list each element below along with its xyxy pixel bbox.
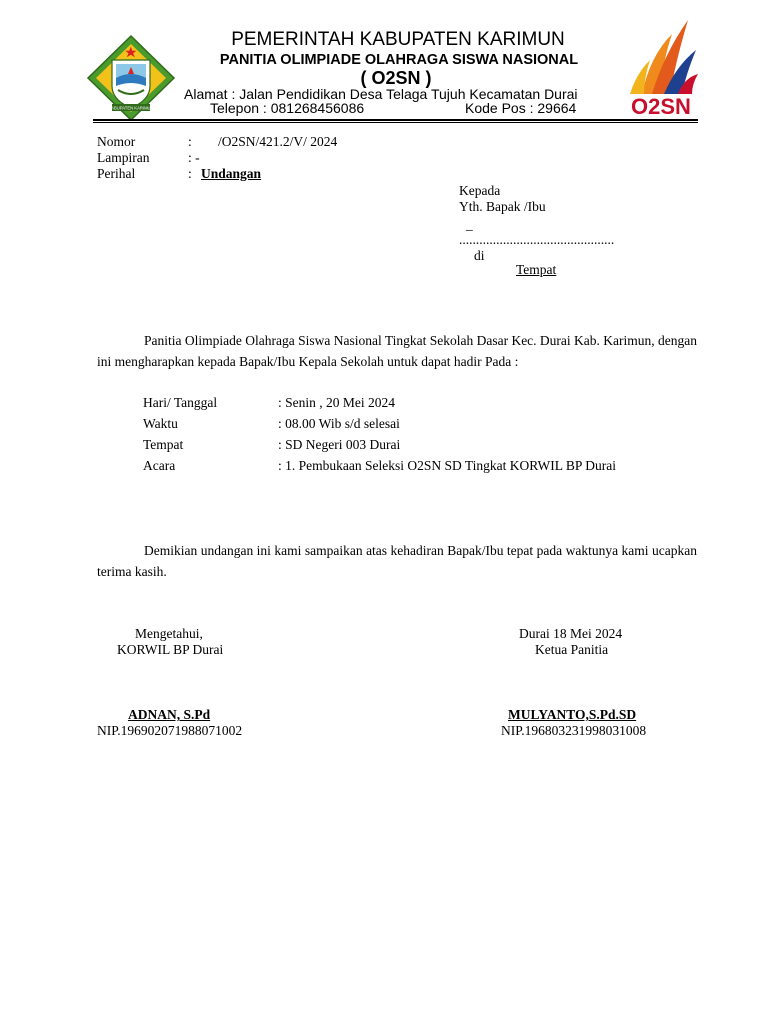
detail-value-place: : SD Negeri 003 Durai: [278, 437, 401, 452]
perihal-colon: :: [188, 166, 192, 181]
phone-number: Telepon : 081268456086: [210, 100, 365, 116]
recipient-place: Tempat: [516, 262, 557, 277]
right-signatory-nip: NIP.196803231998031008: [501, 723, 647, 738]
left-sign-line2: KORWIL BP Durai: [117, 642, 224, 657]
left-signatory-name: ADNAN, S.Pd: [128, 707, 211, 722]
right-sign-date: Durai 18 Mei 2024: [519, 626, 623, 641]
detail-value-date: : Senin , 20 Mei 2024: [278, 395, 395, 410]
right-signatory-name: MULYANTO,S.Pd.SD: [508, 707, 637, 722]
left-signatory-nip: NIP.196902071988071002: [97, 723, 243, 738]
committee-abbreviation: ( O2SN ): [360, 68, 432, 88]
recipient-dots: ..............................................: [459, 232, 615, 247]
o2sn-logo-text: O2SN: [631, 94, 691, 119]
emblem-label: KABUPATEN KARIMUN: [108, 105, 154, 111]
recipient-kepada: Kepada: [459, 183, 501, 198]
o2sn-logo-icon: [622, 16, 700, 120]
nomor-colon: :: [188, 134, 192, 149]
perihal-label: Perihal: [97, 166, 136, 181]
nomor-value: /O2SN/421.2/V/ 2024: [218, 134, 338, 149]
opening-paragraph: Panitia Olimpiade Olahraga Siswa Nasional Tingkat Sekolah Dasar Kec. Durai Kab. Karimun, dengan ini mengharapkan kepada Bapak/Ibu Kepala Sekolah untuk dapat hadir Pada :: [97, 333, 697, 369]
detail-label-place: Tempat: [143, 437, 184, 452]
recipient-di: di: [474, 248, 485, 263]
left-sign-line1: Mengetahui,: [135, 626, 203, 641]
kabupaten-karimun-emblem-icon: [86, 34, 176, 124]
recipient-blank: _: [466, 217, 473, 232]
postal-code: Kode Pos : 29664: [465, 100, 577, 116]
government-title: PEMERINTAH KABUPATEN KARIMUN: [231, 29, 565, 50]
closing-paragraph: Demikian undangan ini kami sampaikan atas kehadiran Bapak/Ibu tepat pada waktunya kami ucapkan terima kasih.: [97, 543, 697, 579]
detail-value-event: : 1. Pembukaan Seleksi O2SN SD Tingkat KORWIL BP Durai: [278, 458, 617, 473]
detail-value-time: : 08.00 Wib s/d selesai: [278, 416, 400, 431]
committee-title: PANITIA OLIMPIADE OLAHRAGA SISWA NASIONAL: [219, 52, 579, 68]
detail-label-time: Waktu: [143, 416, 178, 431]
nomor-label: Nomor: [97, 134, 136, 149]
letterhead-rule-thin: [93, 122, 698, 123]
recipient-name: Yth. Bapak /Ibu: [459, 199, 546, 214]
lampiran-value: : -: [188, 150, 200, 165]
detail-label-date: Hari/ Tanggal: [143, 395, 218, 410]
detail-label-event: Acara: [143, 458, 176, 473]
right-sign-role: Ketua Panitia: [535, 642, 609, 657]
perihal-value: Undangan: [201, 166, 262, 181]
lampiran-label: Lampiran: [97, 150, 150, 165]
letterhead-rule-thick: [93, 119, 698, 121]
address-line: Alamat : Jalan Pendidikan Desa Telaga Tujuh Kecamatan Durai: [184, 86, 578, 102]
